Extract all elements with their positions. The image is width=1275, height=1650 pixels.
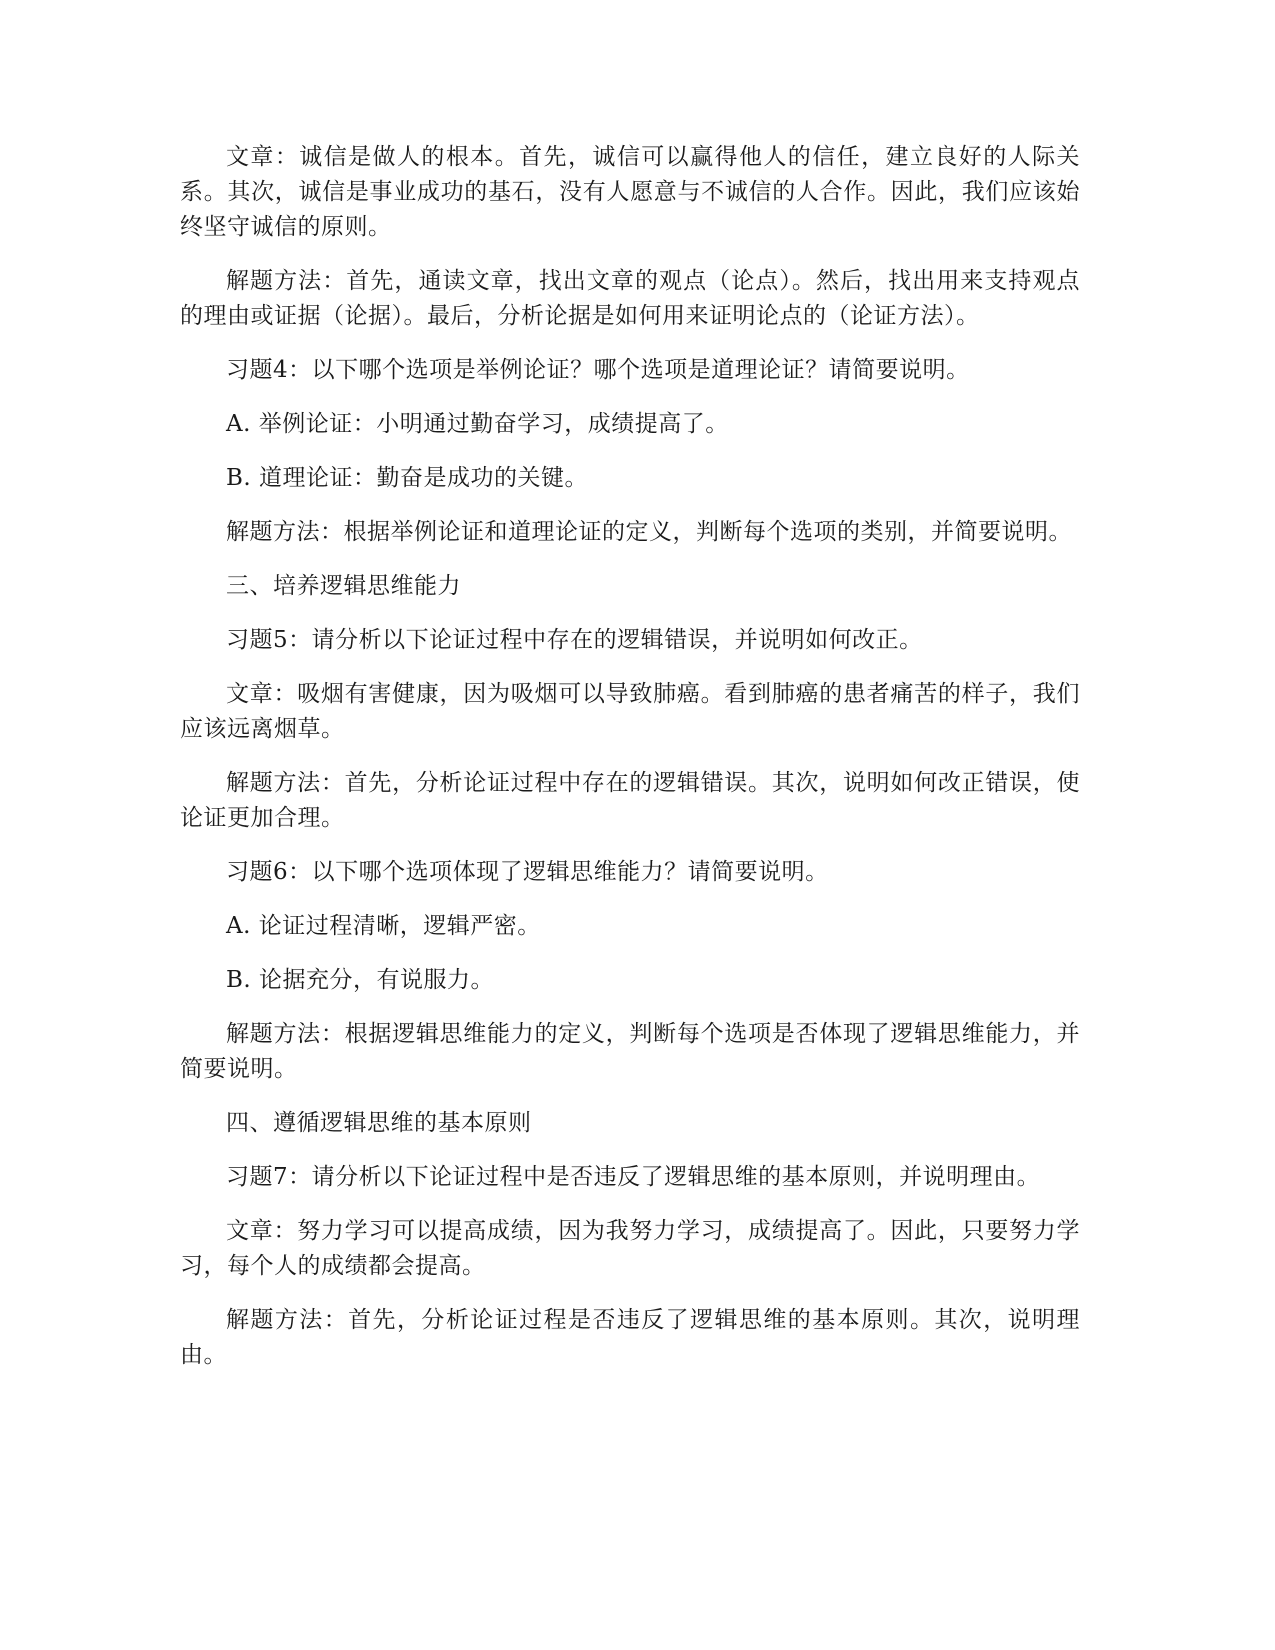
exercise-6-solution: 解题方法：根据逻辑思维能力的定义，判断每个选项是否体现了逻辑思维能力，并简要说明。 <box>180 1021 1080 1082</box>
paragraph-solution-method: 解题方法：首先，通读文章，找出文章的观点（论点）。然后，找出用来支持观点的理由或证据（论据）。最后，分析论据是如何用来证明论点的（论证方法）。 <box>180 268 1080 329</box>
exercise-5-article: 文章：吸烟有害健康，因为吸烟可以导致肺癌。看到肺癌的患者痛苦的样子，我们应该远离烟草。 <box>180 681 1080 742</box>
paragraph-article-integrity: 文章：诚信是做人的根本。首先，诚信可以赢得他人的信任，建立良好的人际关系。其次，诚信是事业成功的基石，没有人愿意与不诚信的人合作。因此，我们应该始终坚守诚信的原则。 <box>180 144 1080 240</box>
section-heading-4: 四、遵循逻辑思维的基本原则 <box>226 1110 532 1136</box>
exercise-5-question: 习题5：请分析以下论证过程中存在的逻辑错误，并说明如何改正。 <box>226 627 923 653</box>
exercise-6-option-a: A. 论证过程清晰，逻辑严密。 <box>226 913 541 939</box>
exercise-7-article: 文章：努力学习可以提高成绩，因为我努力学习，成绩提高了。因此，只要努力学习，每个人的成绩都会提高。 <box>180 1218 1080 1279</box>
exercise-4-option-a: A. 举例论证：小明通过勤奋学习，成绩提高了。 <box>226 411 729 437</box>
exercise-4-option-b: B. 道理论证：勤奋是成功的关键。 <box>226 465 589 491</box>
exercise-7-question: 习题7：请分析以下论证过程中是否违反了逻辑思维的基本原则，并说明理由。 <box>226 1164 1041 1190</box>
exercise-4-solution: 解题方法：根据举例论证和道理论证的定义，判断每个选项的类别，并简要说明。 <box>226 519 1072 545</box>
document-page <box>180 140 1080 1392</box>
exercise-7-solution: 解题方法：首先，分析论证过程是否违反了逻辑思维的基本原则。其次，说明理由。 <box>180 1307 1080 1368</box>
exercise-4-question: 习题4：以下哪个选项是举例论证？哪个选项是道理论证？请简要说明。 <box>226 357 970 383</box>
section-heading-3: 三、培养逻辑思维能力 <box>226 573 461 599</box>
exercise-5-solution: 解题方法：首先，分析论证过程中存在的逻辑错误。其次，说明如何改正错误，使论证更加合理。 <box>180 770 1080 831</box>
exercise-6-option-b: B. 论据充分，有说服力。 <box>226 967 495 993</box>
exercise-6-question: 习题6：以下哪个选项体现了逻辑思维能力？请简要说明。 <box>226 859 829 885</box>
